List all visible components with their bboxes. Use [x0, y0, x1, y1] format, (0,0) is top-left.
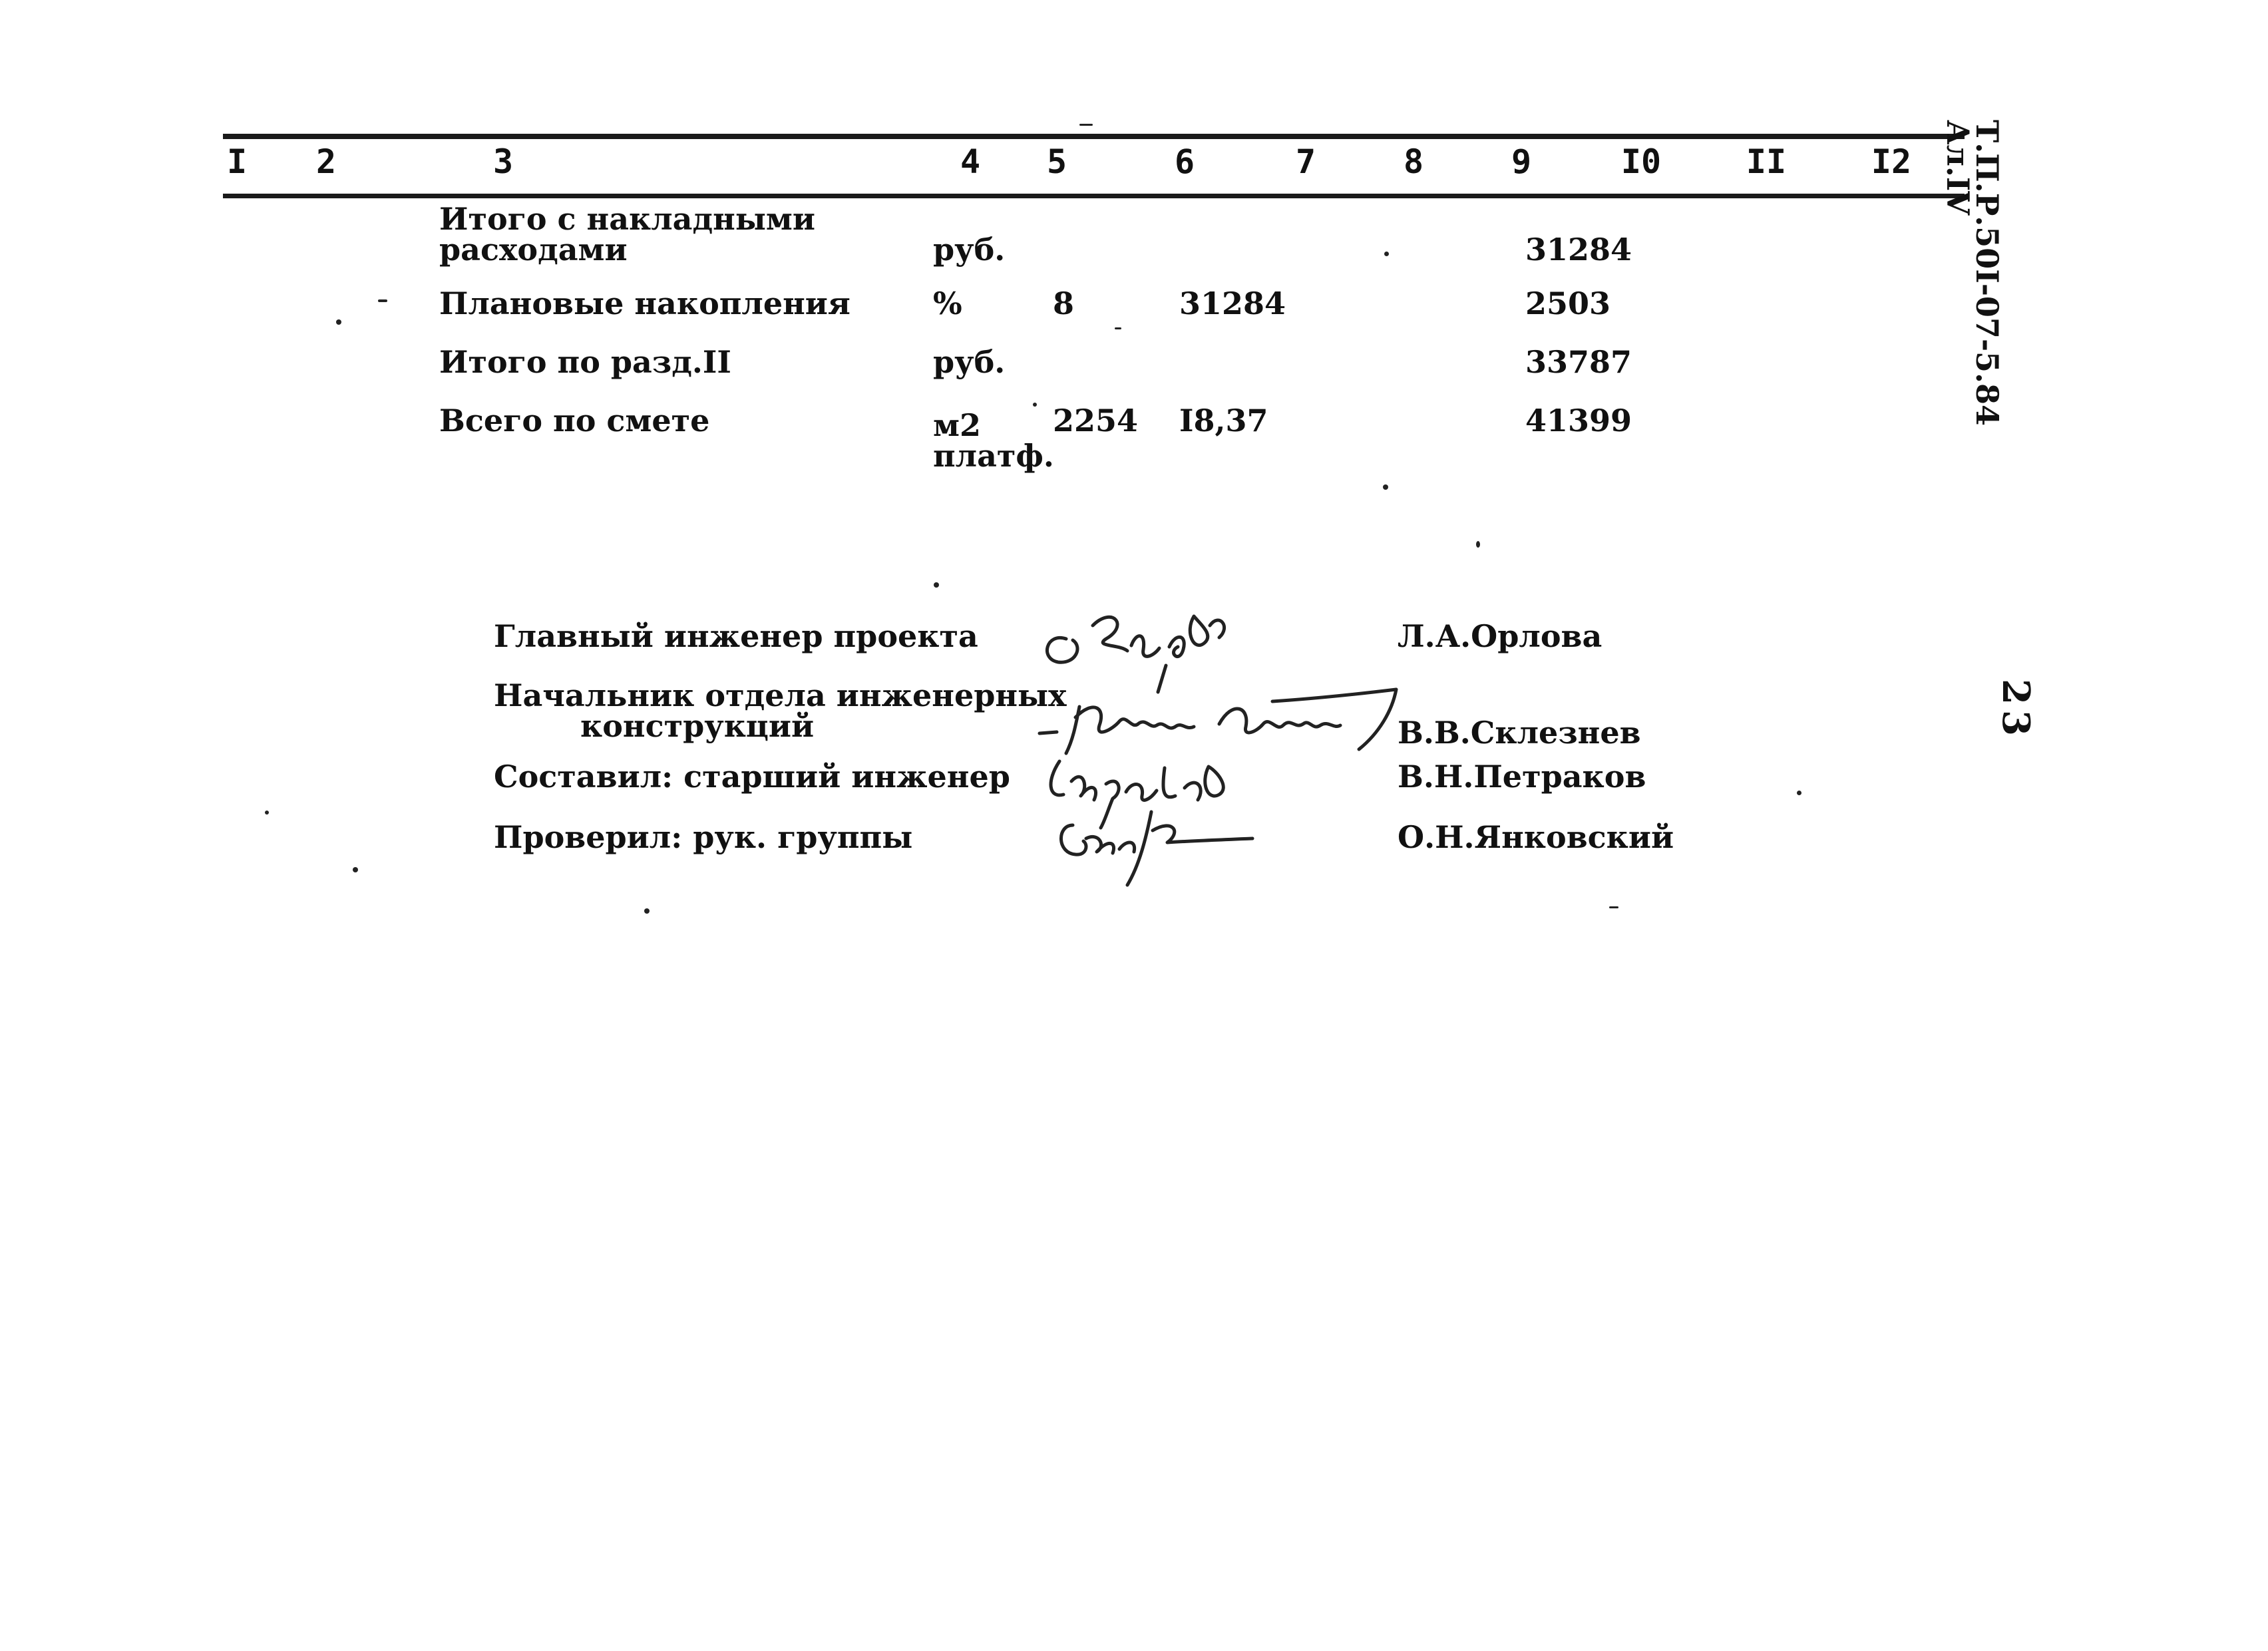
column-number: 6	[1174, 142, 1195, 181]
estimate-row-price	[1179, 216, 1525, 274]
signer-name: В.В.Склезнев	[1398, 715, 1641, 751]
role-line: Главный инженер проекта	[494, 618, 978, 654]
estimate-row-label	[439, 274, 946, 333]
estimate-row-label	[439, 333, 946, 391]
signature-block	[494, 599, 1825, 869]
estimate-row-label	[439, 391, 946, 450]
unit-text: %	[933, 285, 962, 321]
estimate-row-price: I8,37	[1179, 403, 1268, 439]
role-line: Начальник отдела инженерных	[494, 677, 1067, 713]
estimate-row-total: 2503	[1525, 285, 1611, 321]
row-label-line: Плановые накопления	[439, 285, 850, 321]
signer-role	[494, 748, 1046, 805]
column-number: I2	[1871, 142, 1912, 181]
scan-speck	[934, 582, 939, 588]
estimate-totals	[439, 201, 1664, 474]
estimate-row-unit	[933, 216, 1040, 274]
estimate-row-total: 33787	[1525, 344, 1632, 380]
scan-speck	[1797, 791, 1801, 795]
document-code	[1940, 120, 2005, 427]
column-number: 2	[315, 142, 337, 181]
estimate-row-qty: 8	[1053, 285, 1075, 321]
column-number: 5	[1046, 142, 1067, 181]
header-top-rule	[223, 134, 1965, 139]
row-label-line: Итого с накладными	[439, 201, 816, 237]
estimate-row-total: 31284	[1525, 232, 1632, 268]
document-code-line: Т.П.Р.50I-07-5.84	[1969, 120, 2005, 427]
scan-speck	[378, 299, 387, 302]
scan-speck	[265, 811, 269, 815]
row-label-line: расходами	[439, 232, 628, 268]
row-label-line: Всего по смете	[439, 403, 710, 439]
estimate-row-unit	[933, 333, 1040, 391]
page-number: 23	[1994, 679, 2038, 741]
column-number: II	[1746, 142, 1787, 181]
signer-role	[494, 805, 1046, 869]
unit-text: м2	[933, 407, 981, 443]
handwritten-signature-4	[1046, 805, 1398, 869]
column-number: 9	[1511, 142, 1532, 181]
signer-role	[494, 599, 1046, 673]
scan-speck	[644, 908, 650, 914]
estimate-row-qty	[1053, 216, 1179, 274]
role-line: Проверил: рук. группы	[494, 819, 913, 855]
signer-name: Л.А.Орлова	[1398, 618, 1603, 654]
scan-speck	[353, 867, 358, 872]
scan-speck	[336, 319, 341, 325]
scan-speck	[1079, 124, 1093, 126]
signer-role	[494, 673, 1067, 748]
column-number: 8	[1403, 142, 1424, 181]
column-number: 4	[960, 142, 981, 181]
role-line: конструкций	[580, 708, 815, 744]
unit-text: руб.	[933, 232, 1006, 268]
scan-speck	[1033, 403, 1037, 407]
scan-speck	[1383, 484, 1388, 490]
estimate-row-qty: 2254	[1053, 403, 1139, 439]
estimate-row-unit	[933, 391, 1054, 474]
column-number: 7	[1295, 142, 1316, 181]
signer-name: В.Н.Петраков	[1398, 759, 1646, 795]
estimate-row-total: 41399	[1525, 403, 1632, 439]
column-number: I0	[1620, 142, 1662, 181]
column-header-row	[0, 142, 2268, 189]
estimate-row-price	[1179, 333, 1525, 391]
role-line: Составил: старший инженер	[494, 759, 1010, 795]
column-number: 3	[492, 142, 514, 181]
scan-speck	[1384, 252, 1389, 256]
estimate-row-price: 31284	[1179, 285, 1286, 321]
scan-speck	[1609, 906, 1618, 908]
document-sheet-line: Ал.IV	[1940, 120, 1976, 216]
estimate-row-label	[439, 201, 946, 274]
estimate-row-qty	[1053, 333, 1179, 391]
header-bottom-rule	[223, 194, 1965, 198]
estimate-row-unit	[933, 274, 1040, 333]
scan-speck	[1115, 327, 1121, 329]
signature-stroke	[1020, 792, 1259, 892]
row-label-line: Итого по разд.II	[439, 344, 731, 380]
unit-text: руб.	[933, 344, 1006, 380]
signer-name: О.Н.Янковский	[1398, 819, 1674, 855]
column-number: I	[226, 142, 248, 181]
unit-text: платф.	[933, 438, 1054, 474]
scan-speck	[1476, 541, 1480, 548]
